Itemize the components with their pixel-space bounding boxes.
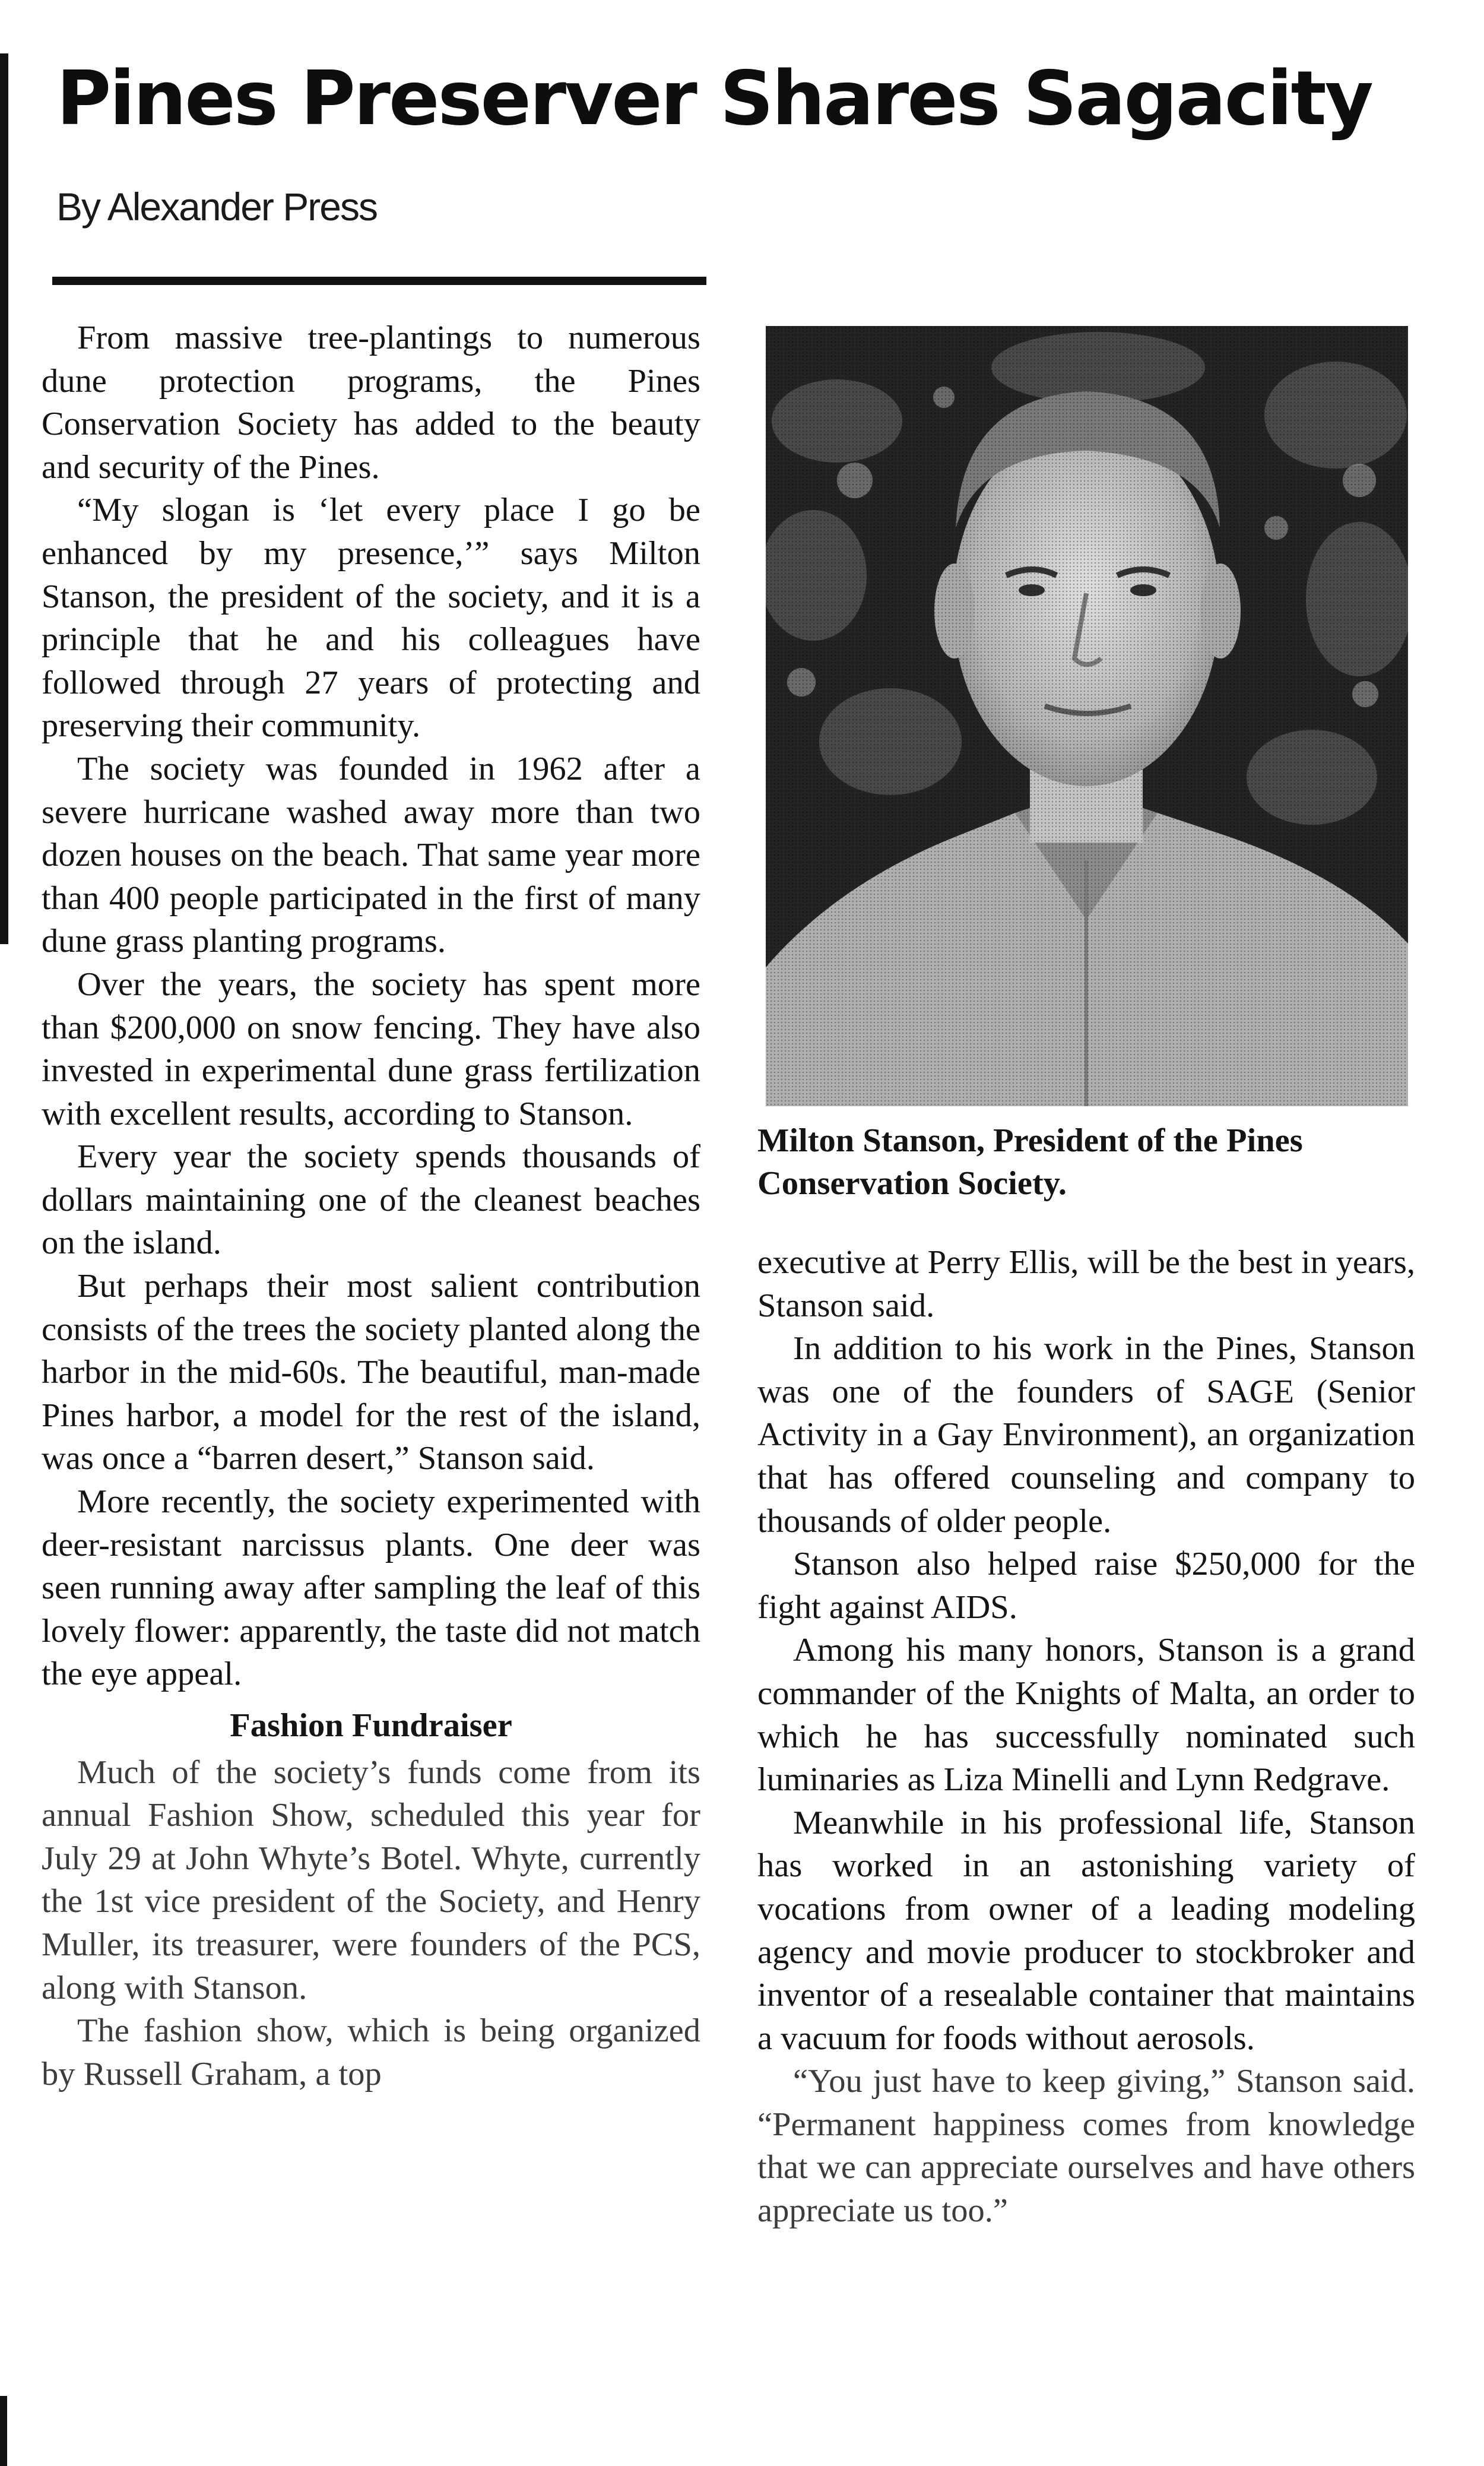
paragraph: The society was founded in 1962 after a severe hurricane washed away more than two dozen houses on the beach. That same year more than 400 people participated in the first of many dune grass planting programs. xyxy=(42,750,700,960)
photo-caption: Milton Stanson, President of the Pines Conservation Society. xyxy=(757,1122,1303,1202)
paragraph: From massive tree-plantings to numerous dune protection programs, the Pines Conservation Society has added to the beauty and security of the Pines. xyxy=(42,319,700,486)
portrait-photo xyxy=(766,326,1408,1106)
right-column xyxy=(757,1241,1415,2233)
left-column xyxy=(42,316,700,2095)
paragraph: But perhaps their most salient contribution consists of the trees the society planted along the harbor in the mid-60s. The beautiful, man-made Pines harbor, a model for the rest of the island, was once a “barren desert,” Stanson said. xyxy=(42,1268,700,1477)
page-edge-bar-bottom xyxy=(0,2396,7,2466)
paragraph: In addition to his work in the Pines, Stanson was one of the founders of SAGE (Senior Activity in a Gay Environment), an organization that has offered counseling and company to thousands of older people. xyxy=(757,1330,1415,1540)
paragraph: Meanwhile in his professional life, Stanson has worked in an astonishing variety of vocations from owner of a leading modeling agency and movie producer to stockbroker and inventor of a resealable container that maintains a vacuum for foods without aerosols. xyxy=(757,1804,1415,2057)
bleed-through-shadow xyxy=(1413,53,1484,2369)
paragraph: More recently, the society experimented with deer-resistant narcissus plants. One deer was seen running away after sampling the leaf of this lovely flower: apparently, the taste did not match the eye appeal. xyxy=(42,1483,700,1693)
page-edge-bar xyxy=(0,53,8,944)
paragraph: Over the years, the society has spent more than $200,000 on snow fencing. They have also invested in experimental dune grass fertilization with excellent results, according to Stanson. xyxy=(42,965,700,1132)
paragraph: The fashion show, which is being organized by Russell Graham, a top xyxy=(42,2012,700,2093)
paragraph: Stanson also helped raise $250,000 for the fight against AIDS. xyxy=(757,1546,1415,1626)
subhead: Fashion Fundraiser xyxy=(230,1707,512,1744)
paragraph: “My slogan is ‘let every place I go be enhanced by my presence,’” says Milton Stanson, the president of the society, and it is a principle that he and his colleagues have followed through 27 years of protecting and preserving their community. xyxy=(42,492,700,745)
paragraph: Among his many honors, Stanson is a grand commander of the Knights of Malta, an order to which he has successfully nominated such luminaries as Liza Minelli and Lynn Redgrave. xyxy=(757,1632,1415,1799)
paragraph: Much of the society’s funds come from its annual Fashion Show, scheduled this year for July 29 at John Whyte’s Botel. Whyte, currently the 1st vice president of the Society, and Henry Muller, its treasurer, were founders of the PCS, along with Stanson. xyxy=(42,1753,700,2006)
paragraph: “You just have to keep giving,” Stanson said. “Permanent happiness comes from knowledge that we can appreciate ourselves and have others appreciate us too.” xyxy=(757,2063,1415,2230)
headline: Pines Preserver Shares Sagacity xyxy=(56,55,1372,142)
paragraph: executive at Perry Ellis, will be the best in years, Stanson said. xyxy=(757,1244,1415,1324)
paragraph: Every year the society spends thousands of dollars maintaining one of the cleanest beaches on the island. xyxy=(42,1138,700,1262)
header-rule xyxy=(52,277,706,285)
byline: By Alexander Press xyxy=(56,185,377,229)
